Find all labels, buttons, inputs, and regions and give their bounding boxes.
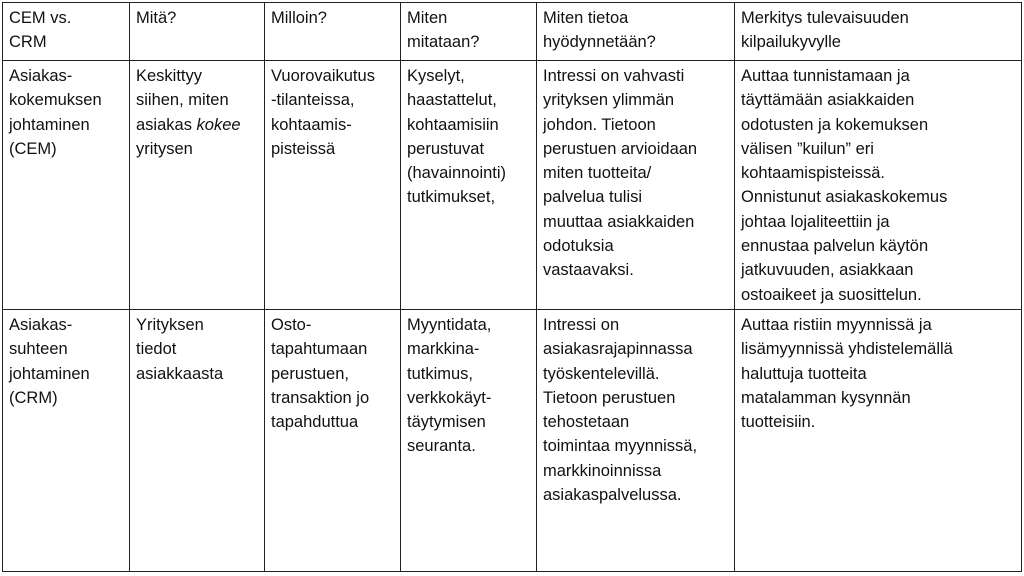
cem-what-text-2: yritysen (136, 139, 193, 158)
crm-measure-cell: Myyntidata, markkina- tutkimus, verkkokäyt- täytymisen seuranta. (401, 310, 537, 572)
table-row-cem (3, 61, 1022, 310)
crm-name-cell: Asiakas- suhteen johtaminen (CRM) (3, 310, 130, 572)
crm-what-cell: Yrityksen tiedot asiakkaasta (130, 310, 265, 572)
cem-when-cell: Vuorovaikutus -tilanteissa, kohtaamis- pisteissä (265, 61, 401, 310)
header-cell-significance: Merkitys tulevaisuuden kilpailukyvylle (735, 3, 1022, 61)
header-cell-how-measured: Miten mitataan? (401, 3, 537, 61)
cem-what-cell (130, 61, 265, 310)
cem-use-cell: Intressi on vahvasti yrityksen ylimmän johdon. Tietoon perustuen arvioidaan miten tuotteita/ palvelua tulisi muuttaa asiakkaiden odotuksia vastaavaksi. (537, 61, 735, 310)
cem-what-emphasis: kokee (196, 115, 241, 134)
cem-measure-cell: Kyselyt, haastattelut, kohtaamisiin perustuvat (havainnointi) tutkimukset, (401, 61, 537, 310)
cem-name-cell: Asiakas- kokemuksen johtaminen (CEM) (3, 61, 130, 310)
table-row-crm (3, 310, 1022, 572)
header-cell-what: Mitä? (130, 3, 265, 61)
header-row (3, 3, 1022, 61)
header-cell-how-used: Miten tietoa hyödynnetään? (537, 3, 735, 61)
cem-what-text-1: Keskittyy siihen, miten asiakas (136, 67, 229, 134)
crm-when-cell: Osto- tapahtumaan perustuen, transaktion jo tapahduttua (265, 310, 401, 572)
crm-significance-cell: Auttaa ristiin myynnissä ja lisämyynnissä yhdistelemällä haluttuja tuotteita matalamman kysynnän tuotteisiin. (735, 310, 1022, 572)
crm-use-cell: Intressi on asiakasrajapinnassa työskentelevillä. Tietoon perustuen tehostetaan toimintaa myynnissä, markkinoinnissa asiakaspalvelussa. (537, 310, 735, 572)
cem-significance-cell: Auttaa tunnistamaan ja täyttämään asiakkaiden odotusten ja kokemuksen välisen ”kuilun” eri kohtaamispisteissä. Onnistunut asiakaskokemus johtaa lojaliteettiin ja ennustaa palvelun käytön jatkuvuuden, asiakkaan ostoaikeet ja suosittelun. (735, 61, 1022, 310)
header-cell-when: Milloin? (265, 3, 401, 61)
header-cell-comparison: CEM vs. CRM (3, 3, 130, 61)
comparison-table (2, 2, 1022, 572)
